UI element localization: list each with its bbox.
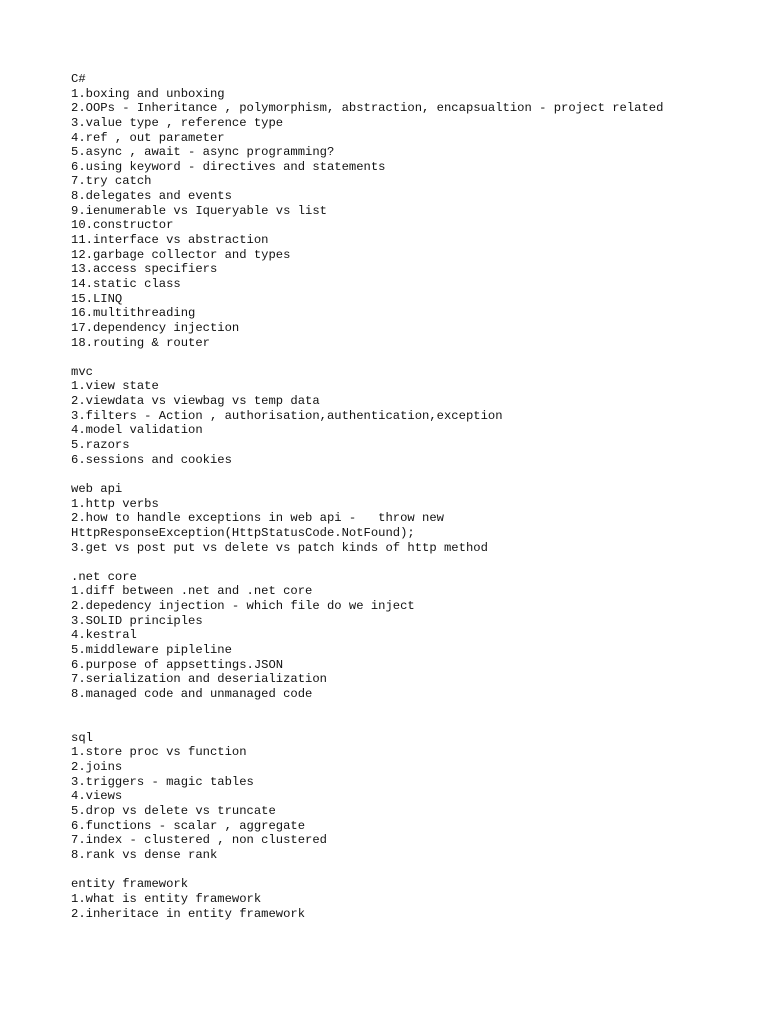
list-item: 12.garbage collector and types [71, 247, 291, 262]
list-item: 6.purpose of appsettings.JSON [71, 657, 284, 672]
section-net-core [71, 570, 751, 702]
list-item: 10.constructor [71, 218, 174, 233]
list-item: 6.using keyword - directives and statements [71, 159, 386, 174]
section-heading: mvc [71, 364, 93, 379]
list-item: 1.store proc vs function [71, 745, 247, 760]
list-item: 4.kestral [71, 628, 137, 643]
list-item: 6.sessions and cookies [71, 452, 232, 467]
list-item: 1.view state [71, 379, 159, 394]
blank-line [71, 863, 751, 878]
list-item: 17.dependency injection [71, 320, 240, 335]
list-item: 7.serialization and deserialization [71, 672, 327, 687]
list-item: 8.managed code and unmanaged code [71, 686, 313, 701]
list-item: 8.delegates and events [71, 189, 232, 204]
list-item: HttpResponseException(HttpStatusCode.NotFound); [71, 525, 415, 540]
blank-line [71, 716, 751, 731]
list-item: 8.rank vs dense rank [71, 847, 218, 862]
list-item: 1.what is entity framework [71, 891, 262, 906]
list-item: 9.ienumerable vs Iqueryable vs list [71, 203, 327, 218]
list-item: 3.value type , reference type [71, 115, 284, 130]
list-item: 1.boxing and unboxing [71, 86, 225, 101]
list-item: 7.index - clustered , non clustered [71, 833, 327, 848]
list-item: 2.viewdata vs viewbag vs temp data [71, 394, 320, 409]
list-item: 3.get vs post put vs delete vs patch kinds of http method [71, 540, 488, 555]
list-item: 1.diff between .net and .net core [71, 584, 313, 599]
list-item: 5.async , await - async programming? [71, 145, 335, 160]
section-heading: sql [71, 730, 93, 745]
list-item: 2.inheritace in entity framework [71, 906, 306, 921]
list-item: 6.functions - scalar , aggregate [71, 818, 306, 833]
list-item: 13.access specifiers [71, 262, 218, 277]
section-sql [71, 731, 751, 863]
section-heading: C# [71, 72, 86, 86]
list-item: 3.triggers - magic tables [71, 774, 254, 789]
section-mvc [71, 365, 751, 467]
list-item: 7.try catch [71, 174, 152, 189]
list-item: 2.OOPs - Inheritance , polymorphism, abstraction, encapsualtion - project related [71, 101, 664, 116]
blank-line [71, 702, 751, 717]
section-heading: entity framework [71, 877, 189, 892]
list-item: 5.razors [71, 438, 130, 453]
list-item: 2.joins [71, 760, 123, 775]
list-item: 3.filters - Action , authorisation,authentication,exception [71, 408, 503, 423]
list-item: 4.model validation [71, 423, 203, 438]
list-item: 16.multithreading [71, 306, 196, 321]
list-item: 4.views [71, 789, 123, 804]
blank-line [71, 555, 751, 570]
section-csharp [71, 72, 751, 350]
list-item: 14.static class [71, 276, 181, 291]
list-item: 11.interface vs abstraction [71, 233, 269, 248]
section-heading: .net core [71, 569, 137, 584]
list-item: 18.routing & router [71, 335, 210, 350]
blank-line [71, 350, 751, 365]
section-web-api [71, 482, 751, 555]
section-entity-framework [71, 877, 751, 921]
list-item: 3.SOLID principles [71, 613, 203, 628]
list-item: 4.ref , out parameter [71, 130, 225, 145]
document-page [71, 72, 751, 921]
blank-line [71, 467, 751, 482]
list-item: 2.how to handle exceptions in web api - throw new [71, 511, 444, 526]
list-item: 5.drop vs delete vs truncate [71, 804, 276, 819]
section-heading: web api [71, 481, 123, 496]
list-item: 1.http verbs [71, 496, 159, 511]
list-item: 5.middleware pipleline [71, 642, 232, 657]
list-item: 2.depedency injection - which file do we inject [71, 599, 415, 614]
list-item: 15.LINQ [71, 291, 123, 306]
